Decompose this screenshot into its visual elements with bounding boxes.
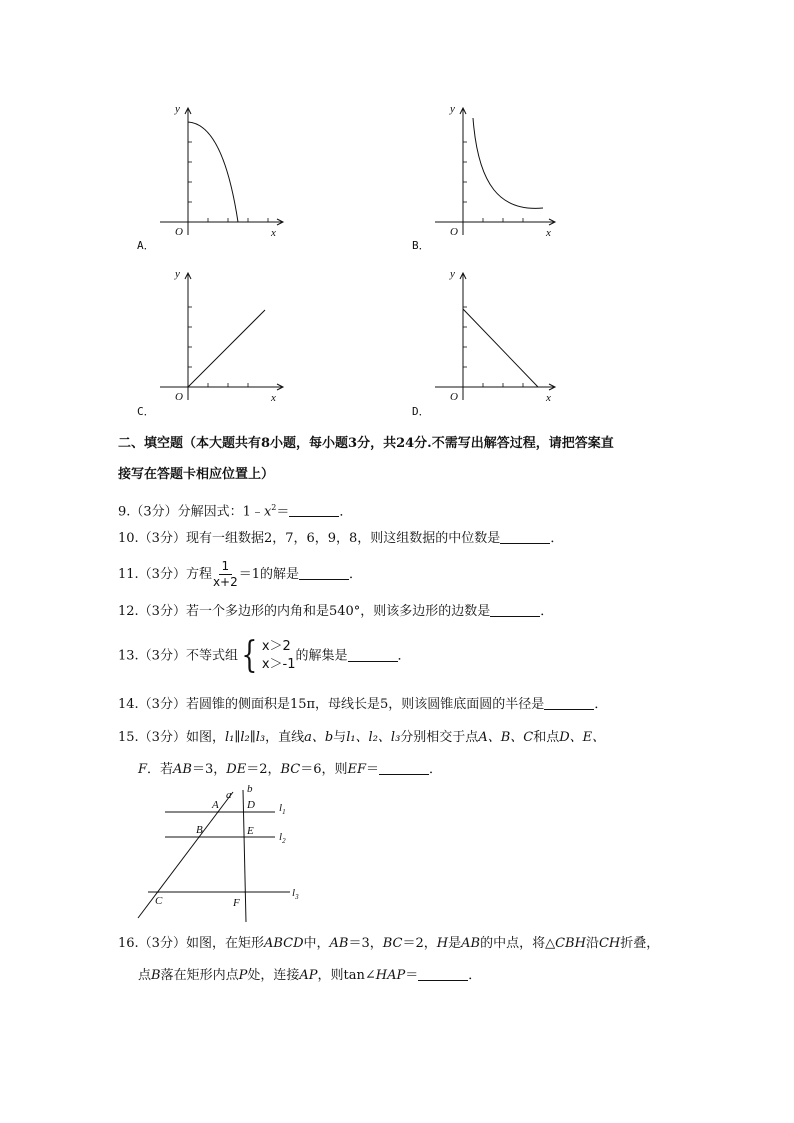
option-a-label: A． [137,239,155,252]
question-15-line2: F．若AB＝3，DE＝2，BC＝6，则EF＝ ． [138,762,443,777]
svg-text:b: b [247,783,253,795]
answer-blank[interactable] [418,967,468,981]
y-axis-label: y [175,268,180,280]
y-axis-label: y [450,103,455,115]
curve-decreasing [473,118,543,208]
question-12: 12.（3分）若一个多边形的内角和是540°，则该多边形的边数是 ． [118,604,554,619]
svg-text:F: F [233,897,240,909]
question-13: 13.（3分）不等式组 { x＞2 x＞-1 的解集是 ． [118,635,411,676]
answer-blank[interactable] [544,696,594,710]
question-15-line1: 15.（3分）如图，l₁∥l₂∥l₃，直线a、b与l₁、l₂、l₃分别相交于点A、B、C和点D、E、 [118,730,606,745]
x-axis-label: x [271,227,276,239]
fraction: $\frac{1}{x+2}$ [212,559,238,589]
svg-text:E: E [247,825,254,837]
question-9: 9.（3分）分解因式：$1﹣x^2=$ ． [118,503,353,520]
question-14: 14.（3分）若圆锥的侧面积是15π，母线长是5，则该圆锥底面圆的半径是 ． [118,697,608,712]
option-c-label: C． [137,405,155,418]
svg-text:C: C [155,895,163,907]
question-16-line1: 16.（3分）如图，在矩形ABCD中，AB＝3，BC＝2，H是AB的中点，将△CBH沿CH折叠， [118,936,660,951]
inequality-system: { x＞2 x＞-1 [241,635,296,676]
answer-blank[interactable] [500,530,550,544]
line-increasing [188,310,265,387]
line-decreasing [463,309,538,387]
y-axis-label: y [450,268,455,280]
option-b-label: B． [412,239,430,252]
answer-blank[interactable] [490,603,540,617]
x-axis-label: x [271,392,276,404]
graph-d [430,265,565,405]
section-heading-line1: 二、填空题（本大题共有8小题，每小题3分，共24分.不需写出解答过程，请把答案直 [118,436,614,451]
option-d-label: D． [412,405,430,418]
line-b [243,790,246,922]
y-axis-label: y [175,103,180,115]
origin-label: O [450,391,458,403]
section-heading-line2: 接写在答题卡相应位置上） [118,467,275,482]
parallel-lines-figure [130,780,310,925]
line-a [138,792,233,918]
origin-label: O [175,226,183,238]
svg-text:B: B [196,824,203,836]
question-11: 11.（3分）方程 $\frac{1}{x+2}$ ＝1的解是 ． [118,559,363,589]
x-axis-label: x [546,392,551,404]
svg-text:D: D [247,799,255,811]
svg-text:l3: $l_3$ [292,887,299,901]
question-10: 10.（3分）现有一组数据2，7，6，9，8，则这组数据的中位数是 ． [118,531,564,546]
svg-text:A: A [212,799,219,811]
svg-text:l1: $l_1$ [279,802,286,816]
origin-label: O [175,391,183,403]
graph-c [155,265,290,405]
curve-concave-down [188,122,238,222]
brace-icon: { [241,635,258,676]
answer-blank[interactable] [289,503,339,517]
svg-text:l2: $l_2$ [279,831,286,845]
x-axis-label: x [546,227,551,239]
answer-blank[interactable] [348,648,398,662]
answer-blank[interactable] [379,761,429,775]
origin-label: O [450,226,458,238]
graph-a [155,100,290,240]
graph-b [430,100,565,240]
svg-text:a: a [226,789,232,801]
question-16-line2: 点B落在矩形内点P处，连接AP，则tan∠HAP＝ ． [138,968,482,983]
answer-blank[interactable] [299,566,349,580]
